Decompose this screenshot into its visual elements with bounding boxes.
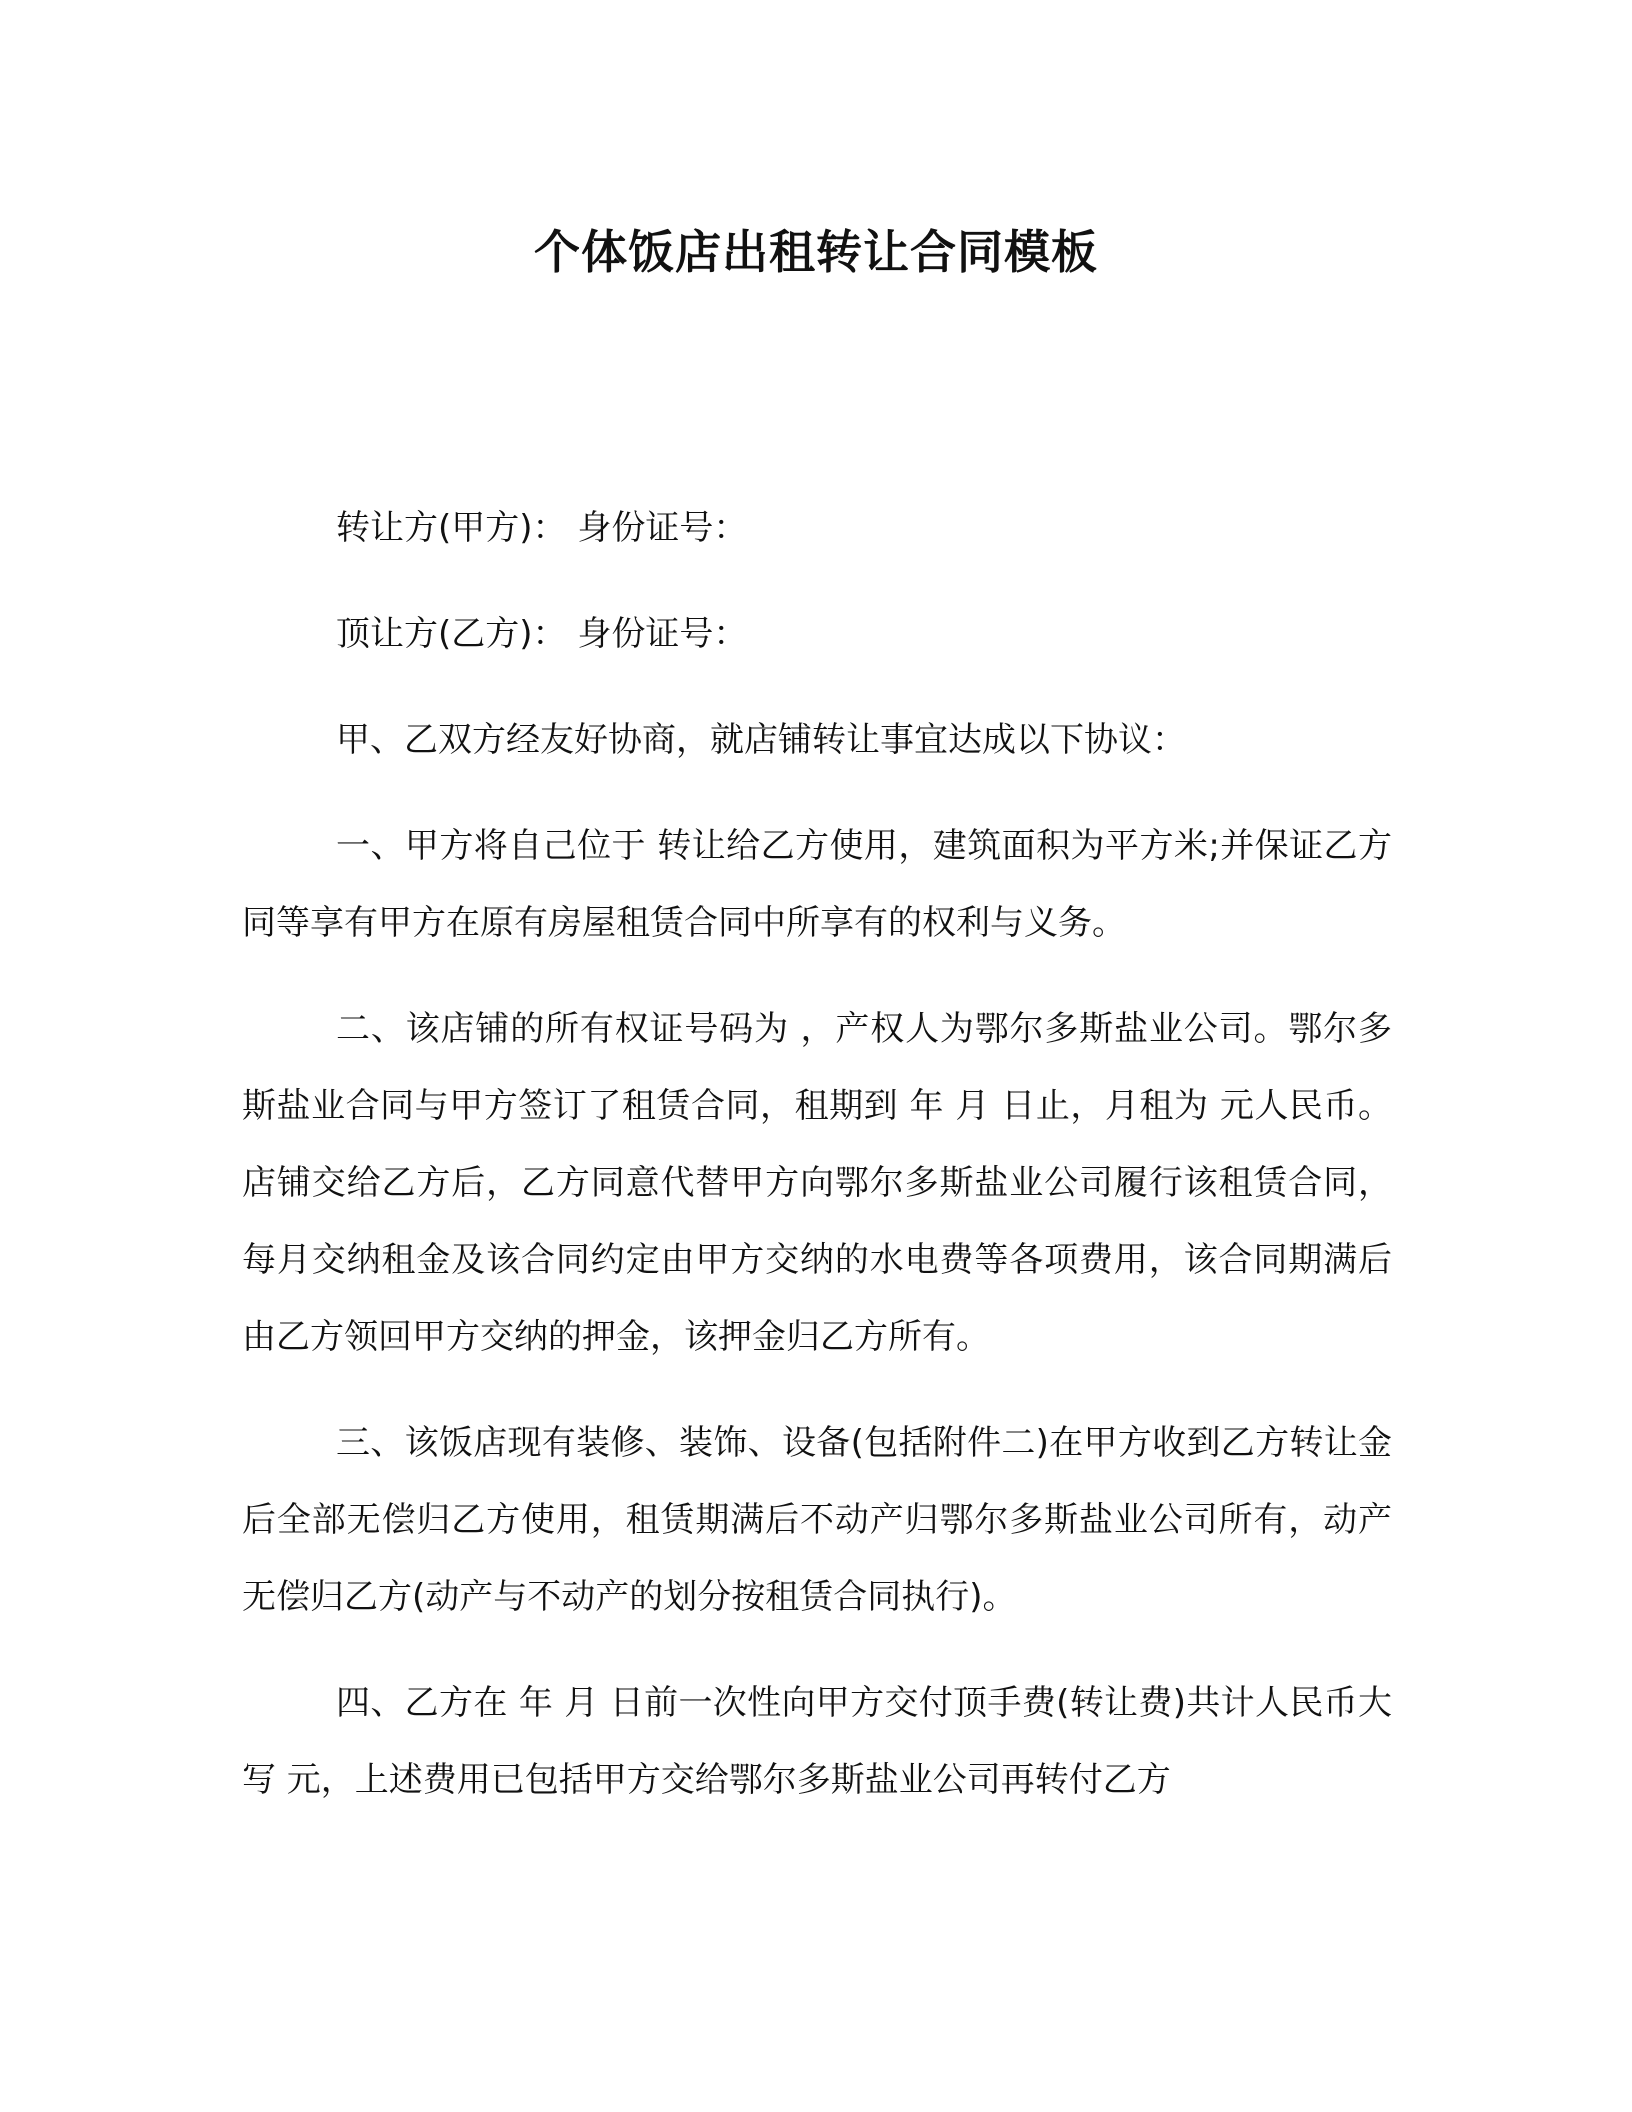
party-b-line: 顶让方(乙方)： 身份证号： [336,614,748,654]
paragraph-clause-3: 三、该饭店现有装修、装饰、设备(包括附件二)在甲方收到乙方转让金后全部无偿归乙方使用，租赁期满后不动产归鄂尔多斯盐业公司所有，动产无偿归乙方(动产与不动产的划分按租赁合同执行)。 [242,1423,1392,1617]
paragraph-clause-4: 四、乙方在 年 月 日前一次性向甲方交付顶手费(转让费)共计人民币大写 元，上述费用已包括甲方交给鄂尔多斯盐业公司再转付乙方 [242,1683,1392,1800]
document-title: 个体饭店出租转让合同模板 [534,225,1098,279]
paragraph-clause-2: 二、该店铺的所有权证号码为 ，产权人为鄂尔多斯盐业公司。鄂尔多斯盐业合同与甲方签订了租赁合同，租期到 年 月 日止，月租为 元人民币。店铺交给乙方后，乙方同意代替甲方向鄂尔多斯盐业公司履行该租赁合同，每月交纳租金及该合同约定由甲方交纳的水电费等各项费用，该合同期满后由乙方领回甲方交纳的押金，该押金归乙方所有。 [242,1009,1392,1357]
paragraph-clause-1: 一、甲方将自己位于 转让给乙方使用，建筑面积为平方米;并保证乙方同等享有甲方在原有房屋租赁合同中所享有的权利与义务。 [242,826,1392,943]
paragraph-intro: 甲、乙双方经友好协商，就店铺转让事宜达成以下协议： [336,720,1186,760]
document-body [242,490,1392,1848]
party-a-line: 转让方(甲方)： 身份证号： [336,508,748,548]
